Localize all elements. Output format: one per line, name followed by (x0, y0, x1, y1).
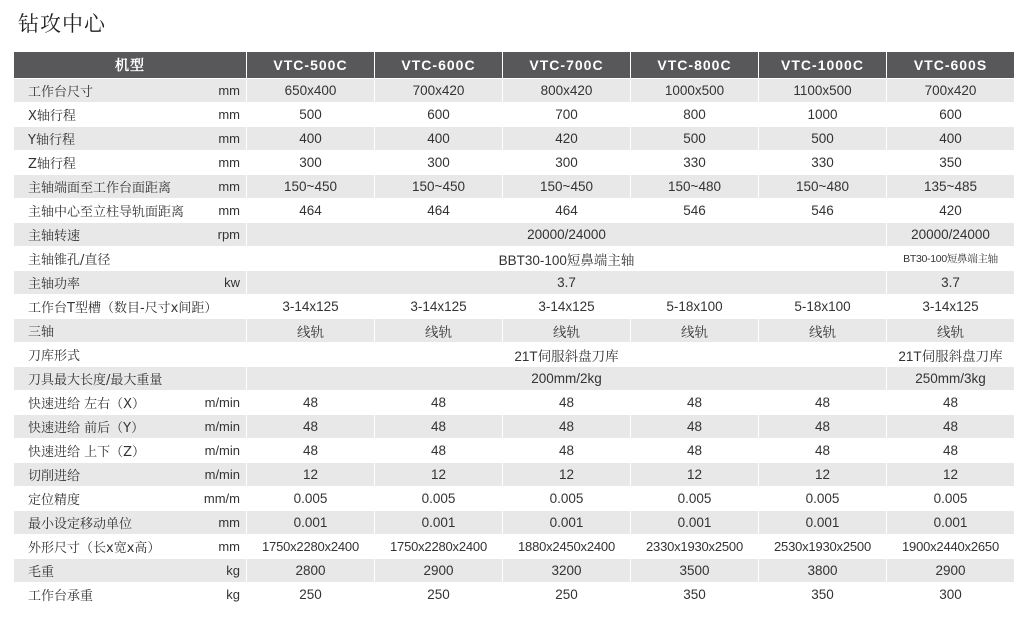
table-cell: 1750x2280x2400 (246, 534, 374, 558)
table-cell: 0.005 (374, 486, 502, 510)
table-cell: 1000x500 (630, 78, 758, 102)
table-cell: 0.001 (246, 510, 374, 534)
row-label-cell (14, 294, 246, 318)
table-row (14, 366, 1014, 390)
row-label: 主轴锥孔/直径 (28, 253, 111, 268)
table-cell: 3.7 (886, 270, 1014, 294)
table-cell: 2900 (886, 558, 1014, 582)
table-cell: 800 (630, 102, 758, 126)
row-unit: m/min (204, 395, 240, 410)
row-label-cell (14, 342, 246, 366)
row-label: 快速进给 左右（X） (28, 397, 146, 412)
table-cell: 300 (246, 150, 374, 174)
row-label: 主轴端面至工作台面距离 (28, 181, 172, 196)
table-cell: 0.005 (630, 486, 758, 510)
table-cell: 350 (886, 150, 1014, 174)
row-unit: mm (218, 155, 240, 170)
row-label: 三轴 (28, 325, 55, 340)
table-cell: 350 (758, 582, 886, 606)
table-cell: 600 (374, 102, 502, 126)
table-cell: 150~480 (630, 174, 758, 198)
row-unit: mm/m (203, 491, 240, 506)
row-unit: mm (218, 83, 240, 98)
row-label-cell (14, 270, 246, 294)
table-cell: 21T伺服斜盘刀库 (246, 342, 886, 366)
table-cell: 500 (758, 126, 886, 150)
header-cell-model-2: VTC-600C (374, 52, 502, 78)
table-row (14, 294, 1014, 318)
row-label: Z轴行程 (28, 157, 76, 172)
table-cell: 20000/24000 (246, 222, 886, 246)
table-row (14, 558, 1014, 582)
row-unit: rpm (217, 227, 240, 242)
row-label-cell (14, 126, 246, 150)
table-cell: 250 (374, 582, 502, 606)
table-cell: 1880x2450x2400 (502, 534, 630, 558)
table-cell: 48 (246, 438, 374, 462)
table-cell: 12 (630, 462, 758, 486)
table-cell: 250 (246, 582, 374, 606)
table-cell: 48 (374, 390, 502, 414)
row-label-cell (14, 462, 246, 486)
table-cell: 5-18x100 (630, 294, 758, 318)
table-cell: 线轨 (246, 318, 374, 342)
table-row (14, 102, 1014, 126)
table-cell: 464 (502, 198, 630, 222)
row-unit: mm (218, 107, 240, 122)
table-cell: 48 (502, 390, 630, 414)
table-cell: 420 (886, 198, 1014, 222)
table-cell: 250mm/3kg (886, 366, 1014, 390)
row-label-cell (14, 414, 246, 438)
row-label: 快速进给 上下（Z） (28, 445, 146, 460)
row-label-cell (14, 438, 246, 462)
row-label-cell (14, 558, 246, 582)
table-cell: 48 (630, 414, 758, 438)
row-label: 刀库形式 (28, 349, 81, 364)
table-cell: 464 (246, 198, 374, 222)
table-row (14, 198, 1014, 222)
header-cell-model-4: VTC-800C (630, 52, 758, 78)
row-unit: kg (226, 563, 240, 578)
row-label: 最小设定移动单位 (28, 517, 133, 532)
table-cell: 150~480 (758, 174, 886, 198)
table-cell: 0.005 (502, 486, 630, 510)
table-cell: 546 (758, 198, 886, 222)
row-label-cell (14, 174, 246, 198)
table-cell: 0.001 (502, 510, 630, 534)
table-cell: 0.005 (246, 486, 374, 510)
table-cell: 0.001 (374, 510, 502, 534)
row-unit: kw (224, 275, 240, 290)
table-cell: 3-14x125 (502, 294, 630, 318)
table-row (14, 438, 1014, 462)
table-cell: 1100x500 (758, 78, 886, 102)
table-cell: 150~450 (246, 174, 374, 198)
row-label-cell (14, 582, 246, 606)
table-cell: 700x420 (374, 78, 502, 102)
table-row (14, 462, 1014, 486)
table-cell: 48 (758, 390, 886, 414)
table-cell: 350 (630, 582, 758, 606)
table-cell: 1900x2440x2650 (886, 534, 1014, 558)
table-cell: 线轨 (502, 318, 630, 342)
table-cell: 48 (374, 414, 502, 438)
table-cell: 12 (246, 462, 374, 486)
table-cell: 420 (502, 126, 630, 150)
page-title: 钻攻中心 (18, 12, 106, 36)
header-row (14, 52, 1014, 78)
table-cell: 48 (246, 390, 374, 414)
table-cell: 300 (886, 582, 1014, 606)
row-label-cell (14, 246, 246, 270)
row-label: 主轴中心至立柱导轨面距离 (28, 205, 185, 220)
row-unit: m/min (204, 467, 240, 482)
row-label-cell (14, 78, 246, 102)
table-row (14, 390, 1014, 414)
row-label-cell (14, 534, 246, 558)
header-cell-model: 机型 (14, 52, 246, 78)
row-unit: mm (218, 179, 240, 194)
row-label: 刀具最大长度/最大重量 (28, 373, 163, 388)
table-cell: 135~485 (886, 174, 1014, 198)
table-cell: 300 (374, 150, 502, 174)
row-label: 工作台尺寸 (28, 85, 94, 100)
row-label-cell (14, 222, 246, 246)
table-cell: 0.005 (886, 486, 1014, 510)
table-cell: 48 (758, 438, 886, 462)
row-label-cell (14, 390, 246, 414)
table-cell: 200mm/2kg (246, 366, 886, 390)
table-row (14, 270, 1014, 294)
table-row (14, 486, 1014, 510)
row-label: 快速进给 前后（Y） (28, 421, 145, 436)
table-cell: 48 (246, 414, 374, 438)
row-unit: m/min (204, 419, 240, 434)
table-cell: 150~450 (374, 174, 502, 198)
table-row (14, 582, 1014, 606)
table-cell: 线轨 (886, 318, 1014, 342)
row-label-cell (14, 102, 246, 126)
table-row (14, 222, 1014, 246)
table-cell: 3-14x125 (374, 294, 502, 318)
row-unit: kg (226, 587, 240, 602)
table-cell: 20000/24000 (886, 222, 1014, 246)
table-cell: 0.001 (758, 510, 886, 534)
table-cell: 600 (886, 102, 1014, 126)
row-unit: mm (218, 131, 240, 146)
row-label-cell (14, 150, 246, 174)
table-cell: 48 (886, 414, 1014, 438)
row-label-cell (14, 510, 246, 534)
table-row (14, 150, 1014, 174)
table-cell: 线轨 (374, 318, 502, 342)
table-cell: 线轨 (758, 318, 886, 342)
table-row (14, 342, 1014, 366)
table-cell: 3-14x125 (246, 294, 374, 318)
table-cell: 21T伺服斜盘刀库 (886, 342, 1014, 366)
row-label: 切削进给 (28, 469, 81, 484)
table-cell: 500 (246, 102, 374, 126)
row-label: 外形尺寸（长x宽x高） (28, 541, 161, 556)
row-label: 工作台承重 (28, 589, 94, 604)
table-cell: 48 (886, 390, 1014, 414)
table-cell: 48 (886, 438, 1014, 462)
table-cell: 2800 (246, 558, 374, 582)
table-cell: 3.7 (246, 270, 886, 294)
spec-table-header (14, 52, 1014, 78)
table-row (14, 414, 1014, 438)
table-cell: 12 (758, 462, 886, 486)
table-cell: 150~450 (502, 174, 630, 198)
row-unit: mm (218, 539, 240, 554)
table-cell: 400 (246, 126, 374, 150)
row-label: 毛重 (28, 565, 55, 580)
header-cell-model-1: VTC-500C (246, 52, 374, 78)
table-cell: 800x420 (502, 78, 630, 102)
table-cell: 12 (374, 462, 502, 486)
row-label: 定位精度 (28, 493, 81, 508)
row-label-cell (14, 318, 246, 342)
table-cell: 330 (630, 150, 758, 174)
row-unit: m/min (204, 443, 240, 458)
table-cell: 400 (374, 126, 502, 150)
table-cell: 48 (630, 390, 758, 414)
table-cell: 2900 (374, 558, 502, 582)
table-cell: 400 (886, 126, 1014, 150)
table-row (14, 534, 1014, 558)
table-cell: 0.005 (758, 486, 886, 510)
table-cell: 0.001 (630, 510, 758, 534)
table-cell: 12 (502, 462, 630, 486)
table-cell: 1750x2280x2400 (374, 534, 502, 558)
header-cell-model-5: VTC-1000C (758, 52, 886, 78)
table-cell: 12 (886, 462, 1014, 486)
table-cell: 线轨 (630, 318, 758, 342)
table-cell: 700 (502, 102, 630, 126)
table-row (14, 246, 1014, 270)
table-cell: 3-14x125 (886, 294, 1014, 318)
table-cell: BT30-100短鼻端主轴 (886, 246, 1014, 270)
header-cell-model-3: VTC-700C (502, 52, 630, 78)
row-label: Y轴行程 (28, 133, 75, 148)
table-cell: 0.001 (886, 510, 1014, 534)
row-label: 工作台T型槽（数目-尺寸x间距） (28, 301, 218, 316)
table-row (14, 318, 1014, 342)
row-label: X轴行程 (28, 109, 76, 124)
spec-table (14, 52, 1014, 606)
table-row (14, 78, 1014, 102)
table-cell: 546 (630, 198, 758, 222)
table-cell: 3500 (630, 558, 758, 582)
table-cell: 3800 (758, 558, 886, 582)
table-cell: 48 (502, 414, 630, 438)
row-label-cell (14, 486, 246, 510)
table-cell: 48 (374, 438, 502, 462)
table-cell: 5-18x100 (758, 294, 886, 318)
table-cell: 250 (502, 582, 630, 606)
table-cell: BBT30-100短鼻端主轴 (246, 246, 886, 270)
table-cell: 48 (630, 438, 758, 462)
spec-table-body (14, 78, 1014, 606)
table-cell: 464 (374, 198, 502, 222)
table-cell: 48 (502, 438, 630, 462)
table-cell: 650x400 (246, 78, 374, 102)
table-cell: 700x420 (886, 78, 1014, 102)
row-label-cell (14, 198, 246, 222)
row-label: 主轴转速 (28, 229, 81, 244)
row-label: 主轴功率 (28, 277, 81, 292)
table-cell: 3200 (502, 558, 630, 582)
table-cell: 330 (758, 150, 886, 174)
table-cell: 500 (630, 126, 758, 150)
table-cell: 300 (502, 150, 630, 174)
row-unit: mm (218, 203, 240, 218)
header-cell-model-6: VTC-600S (886, 52, 1014, 78)
table-row (14, 126, 1014, 150)
row-label-cell (14, 366, 246, 390)
table-cell: 2530x1930x2500 (758, 534, 886, 558)
table-row (14, 174, 1014, 198)
table-cell: 2330x1930x2500 (630, 534, 758, 558)
table-cell: 48 (758, 414, 886, 438)
table-cell: 1000 (758, 102, 886, 126)
row-unit: mm (218, 515, 240, 530)
table-row (14, 510, 1014, 534)
